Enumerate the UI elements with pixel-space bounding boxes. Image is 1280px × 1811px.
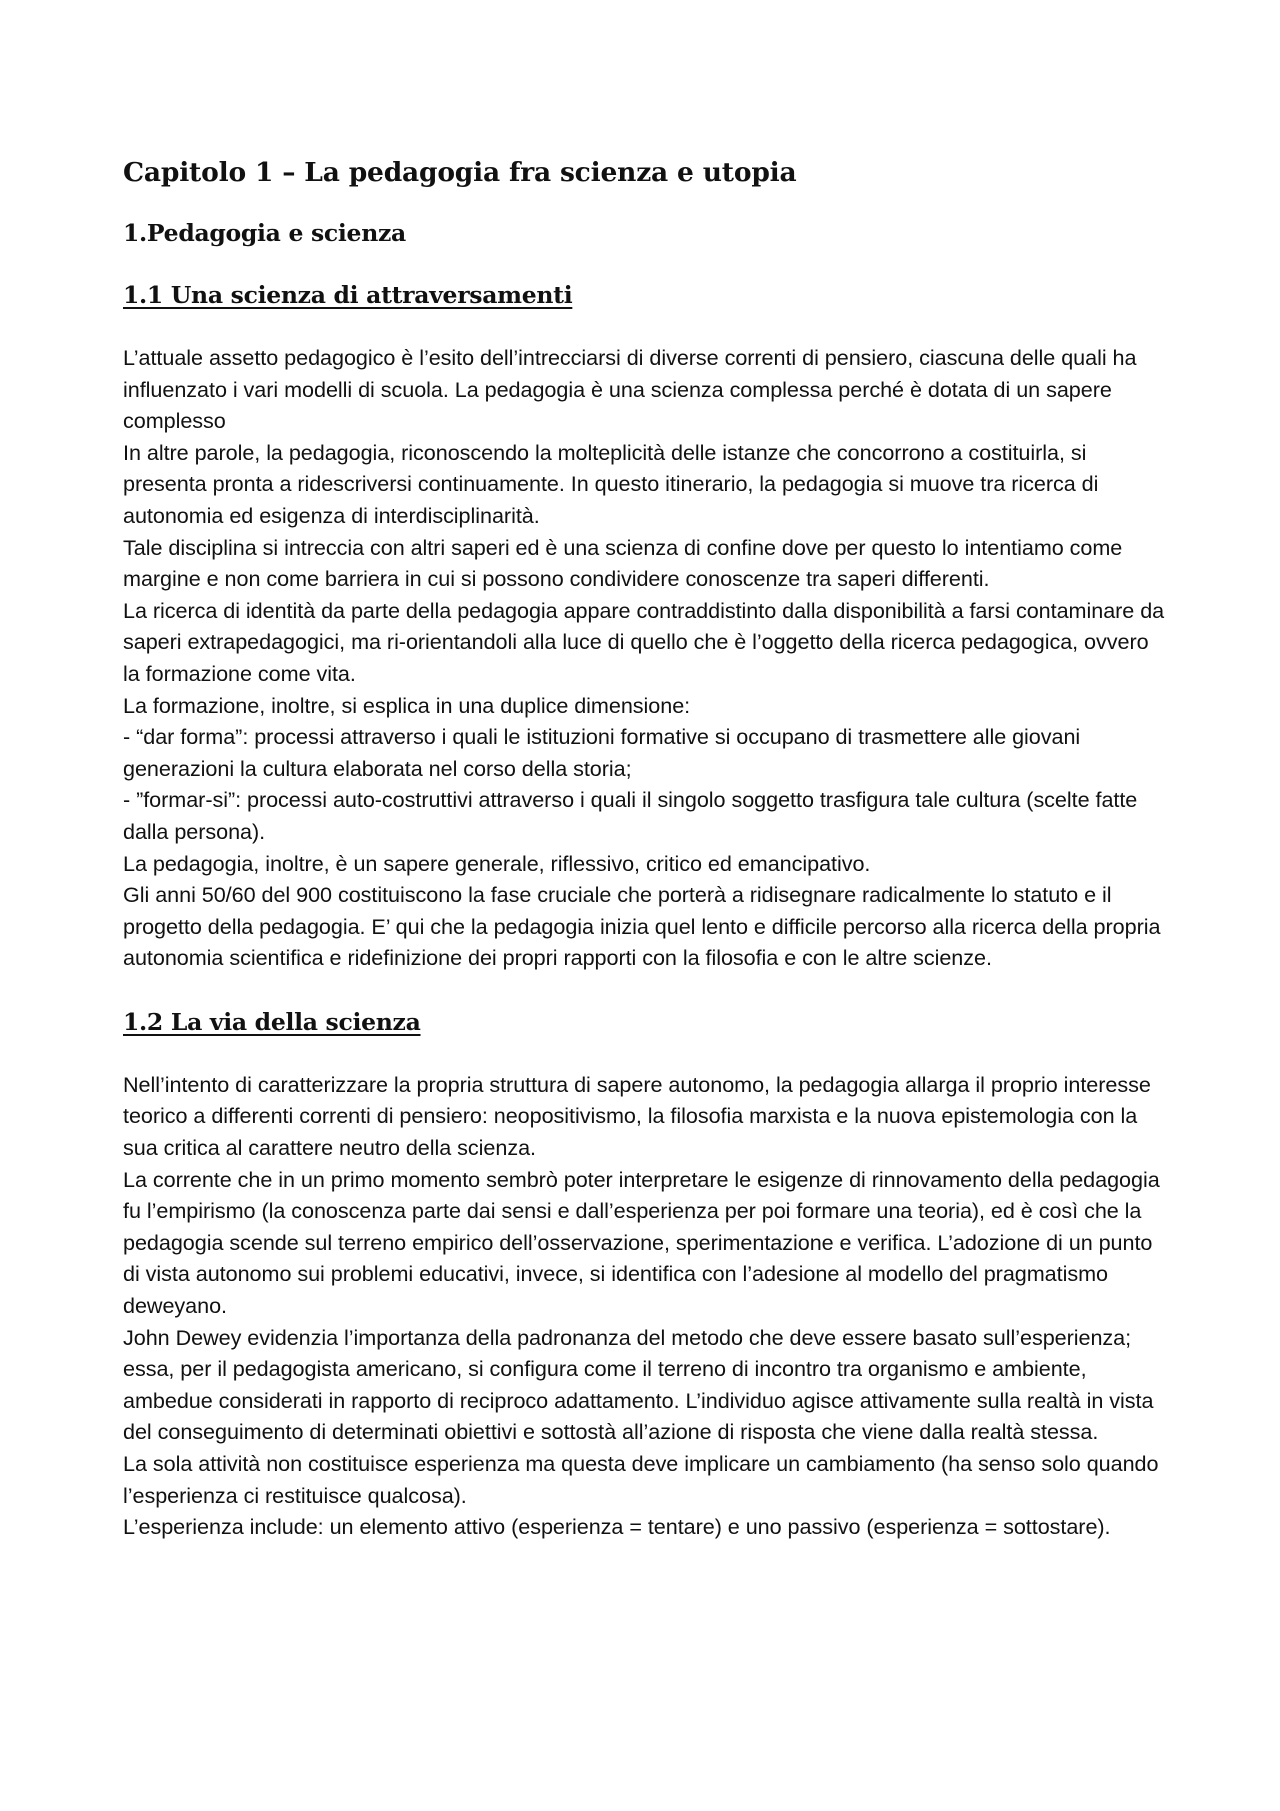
chapter-title: Capitolo 1 – La pedagogia fra scienza e utopia (123, 157, 797, 188)
list-item: - ”formar-si”: processi auto-costruttivi attraverso i quali il singolo soggetto trasfigura tale cultura (scelte fatte dalla persona). (123, 787, 1138, 844)
subsection-title-1-2: 1.2 La via della scienza (123, 1007, 421, 1036)
paragraph: Nell’intento di caratterizzare la propria struttura di sapere autonomo, la pedagogia allarga il proprio interesse teorico a differenti correnti di pensiero: neopositivismo, la filosofia marxista e la nuova epistemologia con la sua critica al carattere neutro della scienza. (123, 1071, 1151, 1161)
paragraph: In altre parole, la pedagogia, riconoscendo la molteplicità delle istanze che concorrono a costituirla, si presenta pronta a ridescriversi continuamente. In questo itinerario, la pedagogia si muove tra ricerca di autonomia ed esigenza di interdisciplinarità. (123, 439, 1099, 528)
paragraph: La formazione, inoltre, si esplica in una duplice dimensione: (123, 692, 691, 718)
subsection-body-1-1 (123, 342, 1167, 974)
paragraph: La ricerca di identità da parte della pedagogia appare contraddistinto dalla disponibilità a farsi contaminare da saperi extrapedagogici, ma ri-orientandoli alla luce di quello che è l’oggetto della ricerca pedagogica, ovvero la formazione come vita. (123, 597, 1165, 686)
paragraph: La corrente che in un primo momento sembrò poter interpretare le esigenze di rinnovamento della pedagogia fu l’empirismo (la conoscenza parte dai sensi e dall’esperienza per poi formare una teoria), ed è così che la pedagogia scende sul terreno empirico dell’osservazione, sperimentazione e verifica. L’adozione di un punto di vista autonomo sui problemi educativi, invece, si identifica con l’adesione al modello del pragmatismo deweyano. (123, 1166, 1160, 1319)
subsection-body-1-2 (123, 1069, 1167, 1543)
paragraph: Tale disciplina si intreccia con altri saperi ed è una scienza di confine dove per questo lo intentiamo come margine e non come barriera in cui si possono condividere conoscenze tra saperi differenti. (123, 534, 1123, 592)
paragraph: L’attuale assetto pedagogico è l’esito dell’intrecciarsi di diverse correnti di pensiero, ciascuna delle quali ha influenzato i vari modelli di scuola. La pedagogia è una scienza complessa perché è dotata di un sapere complesso (123, 345, 1137, 434)
paragraph: L’esperienza include: un elemento attivo (esperienza = tentare) e uno passivo (esperienza = sottostare). (123, 1514, 1111, 1540)
paragraph: La pedagogia, inoltre, è un sapere generale, riflessivo, critico ed emancipativo. (123, 850, 871, 876)
paragraph: La sola attività non costituisce esperienza ma questa deve implicare un cambiamento (ha senso solo quando l’esperienza ci restituisce qualcosa). (123, 1451, 1159, 1508)
section-title: 1.Pedagogia e scienza (123, 219, 406, 247)
list-item: - “dar forma”: processi attraverso i quali le istituzioni formative si occupano di trasmettere alle giovani generazioni la cultura elaborata nel corso della storia; (123, 724, 1081, 781)
paragraph: Gli anni 50/60 del 900 costituiscono la fase cruciale che porterà a ridisegnare radicalmente lo statuto e il progetto della pedagogia. E’ qui che la pedagogia inizia quel lento e difficile percorso alla ricerca della propria autonomia scientifica e ridefinizione dei propri rapporti con la filosofia e con le altre scienze. (123, 882, 1161, 971)
paragraph: John Dewey evidenzia l’importanza della padronanza del metodo che deve essere basato sull’esperienza; essa, per il pedagogista americano, si configura come il terreno di incontro tra organismo e ambiente, ambedue considerati in rapporto di reciproco adattamento. L’individuo agisce attivamente sulla realtà in vista del conseguimento di determinati obiettivi e sottostà all’azione di risposta che viene dalla realtà stessa. (123, 1324, 1154, 1445)
subsection-title-1-1: 1.1 Una scienza di attraversamenti (123, 281, 573, 309)
